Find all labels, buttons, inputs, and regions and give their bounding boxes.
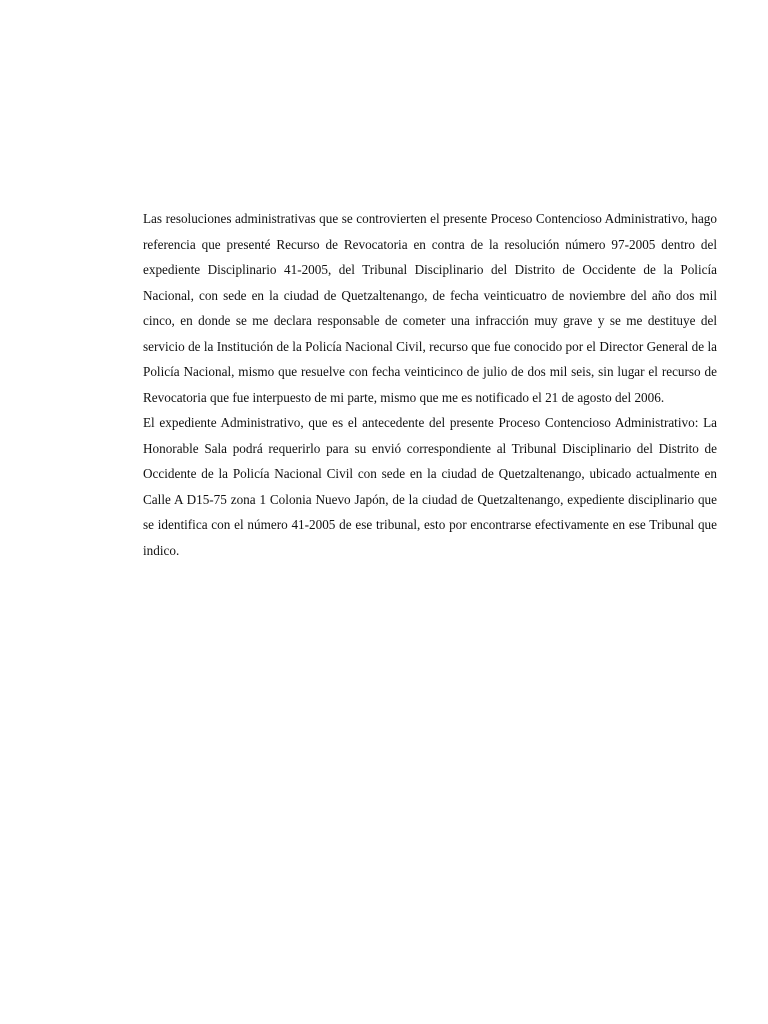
paragraph-resoluciones: Las resoluciones administrativas que se controvierten el presente Proceso Contencioso Administrativo, hago referencia que presenté Recurso de Revocatoria en contra de la resolución número 97-2005 dentro del expediente Disciplinario 41-2005, del Tribunal Disciplinario del Distrito de Occidente de la Policía Nacional, con sede en la ciudad de Quetzaltenango, de fecha veinticuatro de noviembre del año dos mil cinco, en donde se me declara responsable de cometer una infracción muy grave y se me destituye del servicio de la Institución de la Policía Nacional Civil, recurso que fue conocido por el Director General de la Policía Nacional, mismo que resuelve con fecha veinticinco de julio de dos mil seis, sin lugar el recurso de Revocatoria que fue interpuesto de mi parte, mismo que me es notificado el 21 de agosto del 2006. — [143, 211, 717, 405]
document-body — [143, 206, 717, 563]
paragraph-expediente: El expediente Administrativo, que es el antecedente del presente Proceso Contencioso Administrativo: La Honorable Sala podrá requerirlo para su envió correspondiente al Tribunal Disciplinario del Distrito de Occidente de la Policía Nacional Civil con sede en la ciudad de Quetzaltenango, ubicado actualmente en Calle A D15-75 zona 1 Colonia Nuevo Japón, de la ciudad de Quetzaltenango, expediente disciplinario que se identifica con el número 41-2005 de ese tribunal, esto por encontrarse efectivamente en ese Tribunal que indico. — [143, 415, 717, 558]
